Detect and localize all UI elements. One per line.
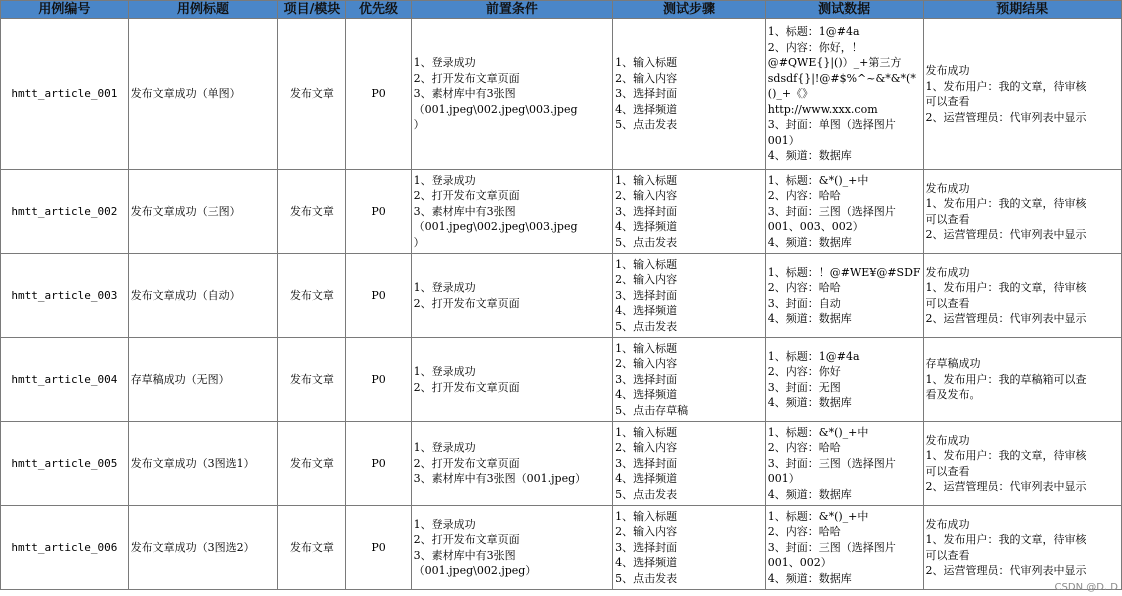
expected-result-cell-line: 存草稿成功 <box>925 357 981 371</box>
test-steps-cell-line: 5、点击发表 <box>615 118 678 132</box>
header-expected-result: 预期结果 <box>923 1 1121 19</box>
expected-result-cell-line: 1、发布用户：我的草稿箱可以查 <box>925 372 1087 386</box>
test-data-cell-line: 1、标题：&*()_+中 <box>767 509 869 523</box>
precondition-cell <box>411 19 613 170</box>
case-id-cell: hmtt_article_004 <box>1 338 129 422</box>
expected-result-cell-line: 2、运营管理员：代审列表中显示 <box>925 312 1087 325</box>
test-data-cell-line: 4、频道：数据库 <box>767 571 852 585</box>
precondition-cell-line: 3、素材库中有3张图（001.jpeg） <box>413 472 587 486</box>
test-steps-cell-line: 2、输入内容 <box>615 441 678 455</box>
precondition-cell-line: 2、打开发布文章页面 <box>413 456 520 470</box>
expected-result-cell-line: 1、发布用户：我的文章，待审核 <box>925 79 1087 93</box>
header-row <box>1 1 1122 19</box>
test-data-cell-line: 3、封面：三图（选择图片 <box>767 456 896 470</box>
precondition-cell-line: ） <box>413 235 425 249</box>
precondition-cell <box>411 338 613 422</box>
precondition-cell-line: 1、登录成功 <box>413 56 476 70</box>
test-data-cell-line: ()_+《》 <box>767 87 814 101</box>
test-data-cell-line: 1、标题：&*()_+中 <box>767 173 869 187</box>
test-steps-cell-line: 1、输入标题 <box>615 173 678 187</box>
test-steps-cell-line: 5、点击发表 <box>615 235 678 249</box>
module-cell: 发布文章 <box>278 338 346 422</box>
expected-result-cell-line: 看及发布。 <box>925 388 981 402</box>
test-data-cell-line: 2、内容：哈哈 <box>767 189 841 203</box>
precondition-cell-line: 1、登录成功 <box>413 517 476 531</box>
expected-result-cell-line: 发布成功 <box>925 181 970 195</box>
test-data-cell-line: 4、频道：数据库 <box>767 396 852 409</box>
case-title-cell: 发布文章成功（自动） <box>128 254 278 338</box>
case-title-cell: 发布文章成功（3图选2） <box>128 506 278 590</box>
test-data-cell <box>765 254 923 338</box>
test-steps-cell-line: 3、选择封面 <box>615 540 678 554</box>
test-data-cell-line: 001） <box>767 133 800 147</box>
expected-result-cell <box>923 338 1121 422</box>
precondition-cell-line: 2、打开发布文章页面 <box>413 296 520 310</box>
case-id-cell: hmtt_article_003 <box>1 254 129 338</box>
priority-cell: P0 <box>346 254 411 338</box>
case-id-cell: hmtt_article_006 <box>1 506 129 590</box>
precondition-cell-line: ） <box>413 118 425 132</box>
expected-result-cell-line: 1、发布用户：我的文章，待审核 <box>925 197 1087 210</box>
test-steps-cell-line: 4、选择频道 <box>615 304 678 318</box>
test-steps-cell-line: 1、输入标题 <box>615 509 678 523</box>
precondition-cell <box>411 506 613 590</box>
test-data-cell-line: 3、封面：三图（选择图片 <box>767 540 896 554</box>
table-row <box>1 506 1122 590</box>
precondition-cell-line: 2、打开发布文章页面 <box>413 189 520 203</box>
test-data-cell-line: 3、封面：单图（选择图片 <box>767 118 896 132</box>
test-data-cell <box>765 338 923 422</box>
test-steps-cell-line: 2、输入内容 <box>615 273 678 287</box>
expected-result-cell-line: 发布成功 <box>925 64 970 77</box>
expected-result-cell-line: 1、发布用户：我的文章，待审核 <box>925 449 1087 462</box>
table-row <box>1 422 1122 506</box>
test-data-cell-line: 1、标题：&*()_+中 <box>767 425 869 439</box>
precondition-cell-line: 3、素材库中有3张图 <box>413 87 516 101</box>
expected-result-cell <box>923 506 1121 590</box>
test-steps-cell-line: 4、选择频道 <box>615 220 678 234</box>
test-data-cell-line: 001、003、002） <box>767 220 864 234</box>
priority-cell: P0 <box>346 506 411 590</box>
table-row <box>1 254 1122 338</box>
test-steps-cell-line: 3、选择封面 <box>615 372 678 386</box>
case-title-cell: 发布文章成功（单图） <box>128 19 278 170</box>
test-steps-cell-line: 4、选择频道 <box>615 556 678 570</box>
priority-cell: P0 <box>346 170 411 254</box>
case-title-cell: 发布文章成功（三图） <box>128 170 278 254</box>
expected-result-cell-line: 可以查看 <box>925 548 970 562</box>
precondition-cell-line: （001.jpeg\002.jpeg） <box>413 564 537 577</box>
precondition-cell-line: 2、打开发布文章页面 <box>413 533 520 546</box>
test-steps-cell-line: 5、点击发表 <box>615 487 678 501</box>
test-data-cell-line: sdsdf{}|!@#$%^~&*&*(* <box>767 71 916 85</box>
test-data-cell <box>765 422 923 506</box>
header-test-steps: 测试步骤 <box>613 1 766 19</box>
header-case-id: 用例编号 <box>1 1 129 19</box>
priority-cell: P0 <box>346 19 411 170</box>
expected-result-cell-line: 2、运营管理员：代审列表中显示 <box>925 110 1087 124</box>
module-cell: 发布文章 <box>278 170 346 254</box>
expected-result-cell-line: 1、发布用户：我的文章，待审核 <box>925 533 1087 546</box>
test-data-cell-line: 2、内容：哈哈 <box>767 525 841 539</box>
test-steps-cell-line: 2、输入内容 <box>615 189 678 203</box>
precondition-cell-line: （001.jpeg\002.jpeg\003.jpeg <box>413 102 578 116</box>
test-data-cell-line: 2、内容：你好，！ <box>767 40 863 54</box>
precondition-cell-line: 2、打开发布文章页面 <box>413 380 520 394</box>
test-steps-cell <box>613 338 766 422</box>
test-steps-cell <box>613 422 766 506</box>
precondition-cell-line: 1、登录成功 <box>413 281 476 294</box>
test-data-cell-line: 2、内容：你好 <box>767 365 841 378</box>
priority-cell: P0 <box>346 338 411 422</box>
test-data-cell <box>765 170 923 254</box>
table-row <box>1 338 1122 422</box>
test-data-cell-line: 3、封面：三图（选择图片 <box>767 204 896 218</box>
test-steps-cell-line: 5、点击存草稿 <box>615 403 689 417</box>
test-steps-cell-line: 1、输入标题 <box>615 257 678 271</box>
test-data-cell-line: 001） <box>767 472 800 486</box>
test-data-cell-line: 001、002） <box>767 556 832 570</box>
test-data-cell-line: 1、标题：1@#4a <box>767 25 860 39</box>
expected-result-cell-line: 可以查看 <box>925 95 970 108</box>
module-cell: 发布文章 <box>278 422 346 506</box>
test-data-cell-line: 1、标题：1@#4a <box>767 349 860 363</box>
expected-result-cell-line: 2、运营管理员：代审列表中显示 <box>925 564 1087 577</box>
test-steps-cell-line: 1、输入标题 <box>615 56 678 70</box>
test-data-cell-line: 2、内容：哈哈 <box>767 441 841 455</box>
precondition-cell <box>411 422 613 506</box>
precondition-cell <box>411 170 613 254</box>
test-data-cell <box>765 19 923 170</box>
test-data-cell-line: 1、标题：！@#WE¥@#SDF <box>767 265 921 279</box>
test-steps-cell-line: 4、选择频道 <box>615 472 678 486</box>
test-steps-cell-line: 2、输入内容 <box>615 525 678 539</box>
test-data-cell-line: 3、封面：无图 <box>767 380 841 394</box>
test-steps-cell <box>613 170 766 254</box>
test-steps-cell <box>613 506 766 590</box>
case-id-cell: hmtt_article_005 <box>1 422 129 506</box>
test-data-cell <box>765 506 923 590</box>
test-data-cell-line: http://www.xxx.com <box>767 102 878 116</box>
test-steps-cell-line: 2、输入内容 <box>615 71 678 85</box>
expected-result-cell <box>923 254 1121 338</box>
header-precondition: 前置条件 <box>411 1 613 19</box>
case-id-cell: hmtt_article_002 <box>1 170 129 254</box>
test-steps-cell-line: 1、输入标题 <box>615 425 678 439</box>
table-row <box>1 170 1122 254</box>
module-cell: 发布文章 <box>278 506 346 590</box>
expected-result-cell-line: 发布成功 <box>925 265 970 279</box>
precondition-cell-line: 1、登录成功 <box>413 173 476 187</box>
test-data-cell-line: 4、频道：数据库 <box>767 235 852 249</box>
module-cell: 发布文章 <box>278 19 346 170</box>
expected-result-cell <box>923 170 1121 254</box>
test-data-cell-line: 4、频道：数据库 <box>767 312 852 325</box>
test-steps-cell-line: 1、输入标题 <box>615 341 678 355</box>
header-module: 项目/模块 <box>278 1 346 19</box>
precondition-cell-line: 2、打开发布文章页面 <box>413 71 520 85</box>
expected-result-cell <box>923 19 1121 170</box>
test-data-cell-line: @#QWE{}|()）_+第三方 <box>767 56 902 70</box>
test-data-cell-line: 2、内容：哈哈 <box>767 281 841 294</box>
test-steps-cell-line: 4、选择频道 <box>615 102 678 116</box>
test-steps-cell-line: 3、选择封面 <box>615 288 678 302</box>
precondition-cell-line: 1、登录成功 <box>413 441 476 455</box>
test-steps-cell-line: 3、选择封面 <box>615 87 678 101</box>
priority-cell: P0 <box>346 422 411 506</box>
expected-result-cell-line: 可以查看 <box>925 296 970 310</box>
test-steps-cell-line: 2、输入内容 <box>615 357 678 371</box>
test-steps-cell <box>613 19 766 170</box>
header-priority: 优先级 <box>346 1 411 19</box>
module-cell: 发布文章 <box>278 254 346 338</box>
test-data-cell-line: 3、封面：自动 <box>767 296 841 310</box>
case-id-cell: hmtt_article_001 <box>1 19 129 170</box>
expected-result-cell-line: 发布成功 <box>925 517 970 531</box>
watermark: CSDN @D. D <box>1054 582 1118 593</box>
test-steps-cell-line: 3、选择封面 <box>615 204 678 218</box>
test-steps-cell-line: 3、选择封面 <box>615 456 678 470</box>
test-data-cell-line: 4、频道：数据库 <box>767 487 852 501</box>
test-steps-cell-line: 4、选择频道 <box>615 388 678 402</box>
case-title-cell: 发布文章成功（3图选1） <box>128 422 278 506</box>
expected-result-cell-line: 2、运营管理员：代审列表中显示 <box>925 228 1087 241</box>
precondition-cell-line: 1、登录成功 <box>413 365 476 378</box>
table-row <box>1 19 1122 170</box>
test-steps-cell <box>613 254 766 338</box>
expected-result-cell-line: 可以查看 <box>925 464 970 478</box>
expected-result-cell-line: 发布成功 <box>925 433 970 447</box>
test-steps-cell-line: 5、点击发表 <box>615 571 678 585</box>
expected-result-cell-line: 2、运营管理员：代审列表中显示 <box>925 480 1087 493</box>
case-title-cell: 存草稿成功（无图） <box>128 338 278 422</box>
header-test-data: 测试数据 <box>765 1 923 19</box>
header-case-title: 用例标题 <box>128 1 278 19</box>
test-steps-cell-line: 5、点击发表 <box>615 319 678 333</box>
test-data-cell-line: 4、频道：数据库 <box>767 149 852 163</box>
expected-result-cell-line: 可以查看 <box>925 212 970 226</box>
precondition-cell-line: 3、素材库中有3张图 <box>413 548 516 562</box>
expected-result-cell <box>923 422 1121 506</box>
precondition-cell-line: 3、素材库中有3张图 <box>413 204 516 218</box>
precondition-cell-line: （001.jpeg\002.jpeg\003.jpeg <box>413 220 578 234</box>
expected-result-cell-line: 1、发布用户：我的文章，待审核 <box>925 281 1087 294</box>
precondition-cell <box>411 254 613 338</box>
